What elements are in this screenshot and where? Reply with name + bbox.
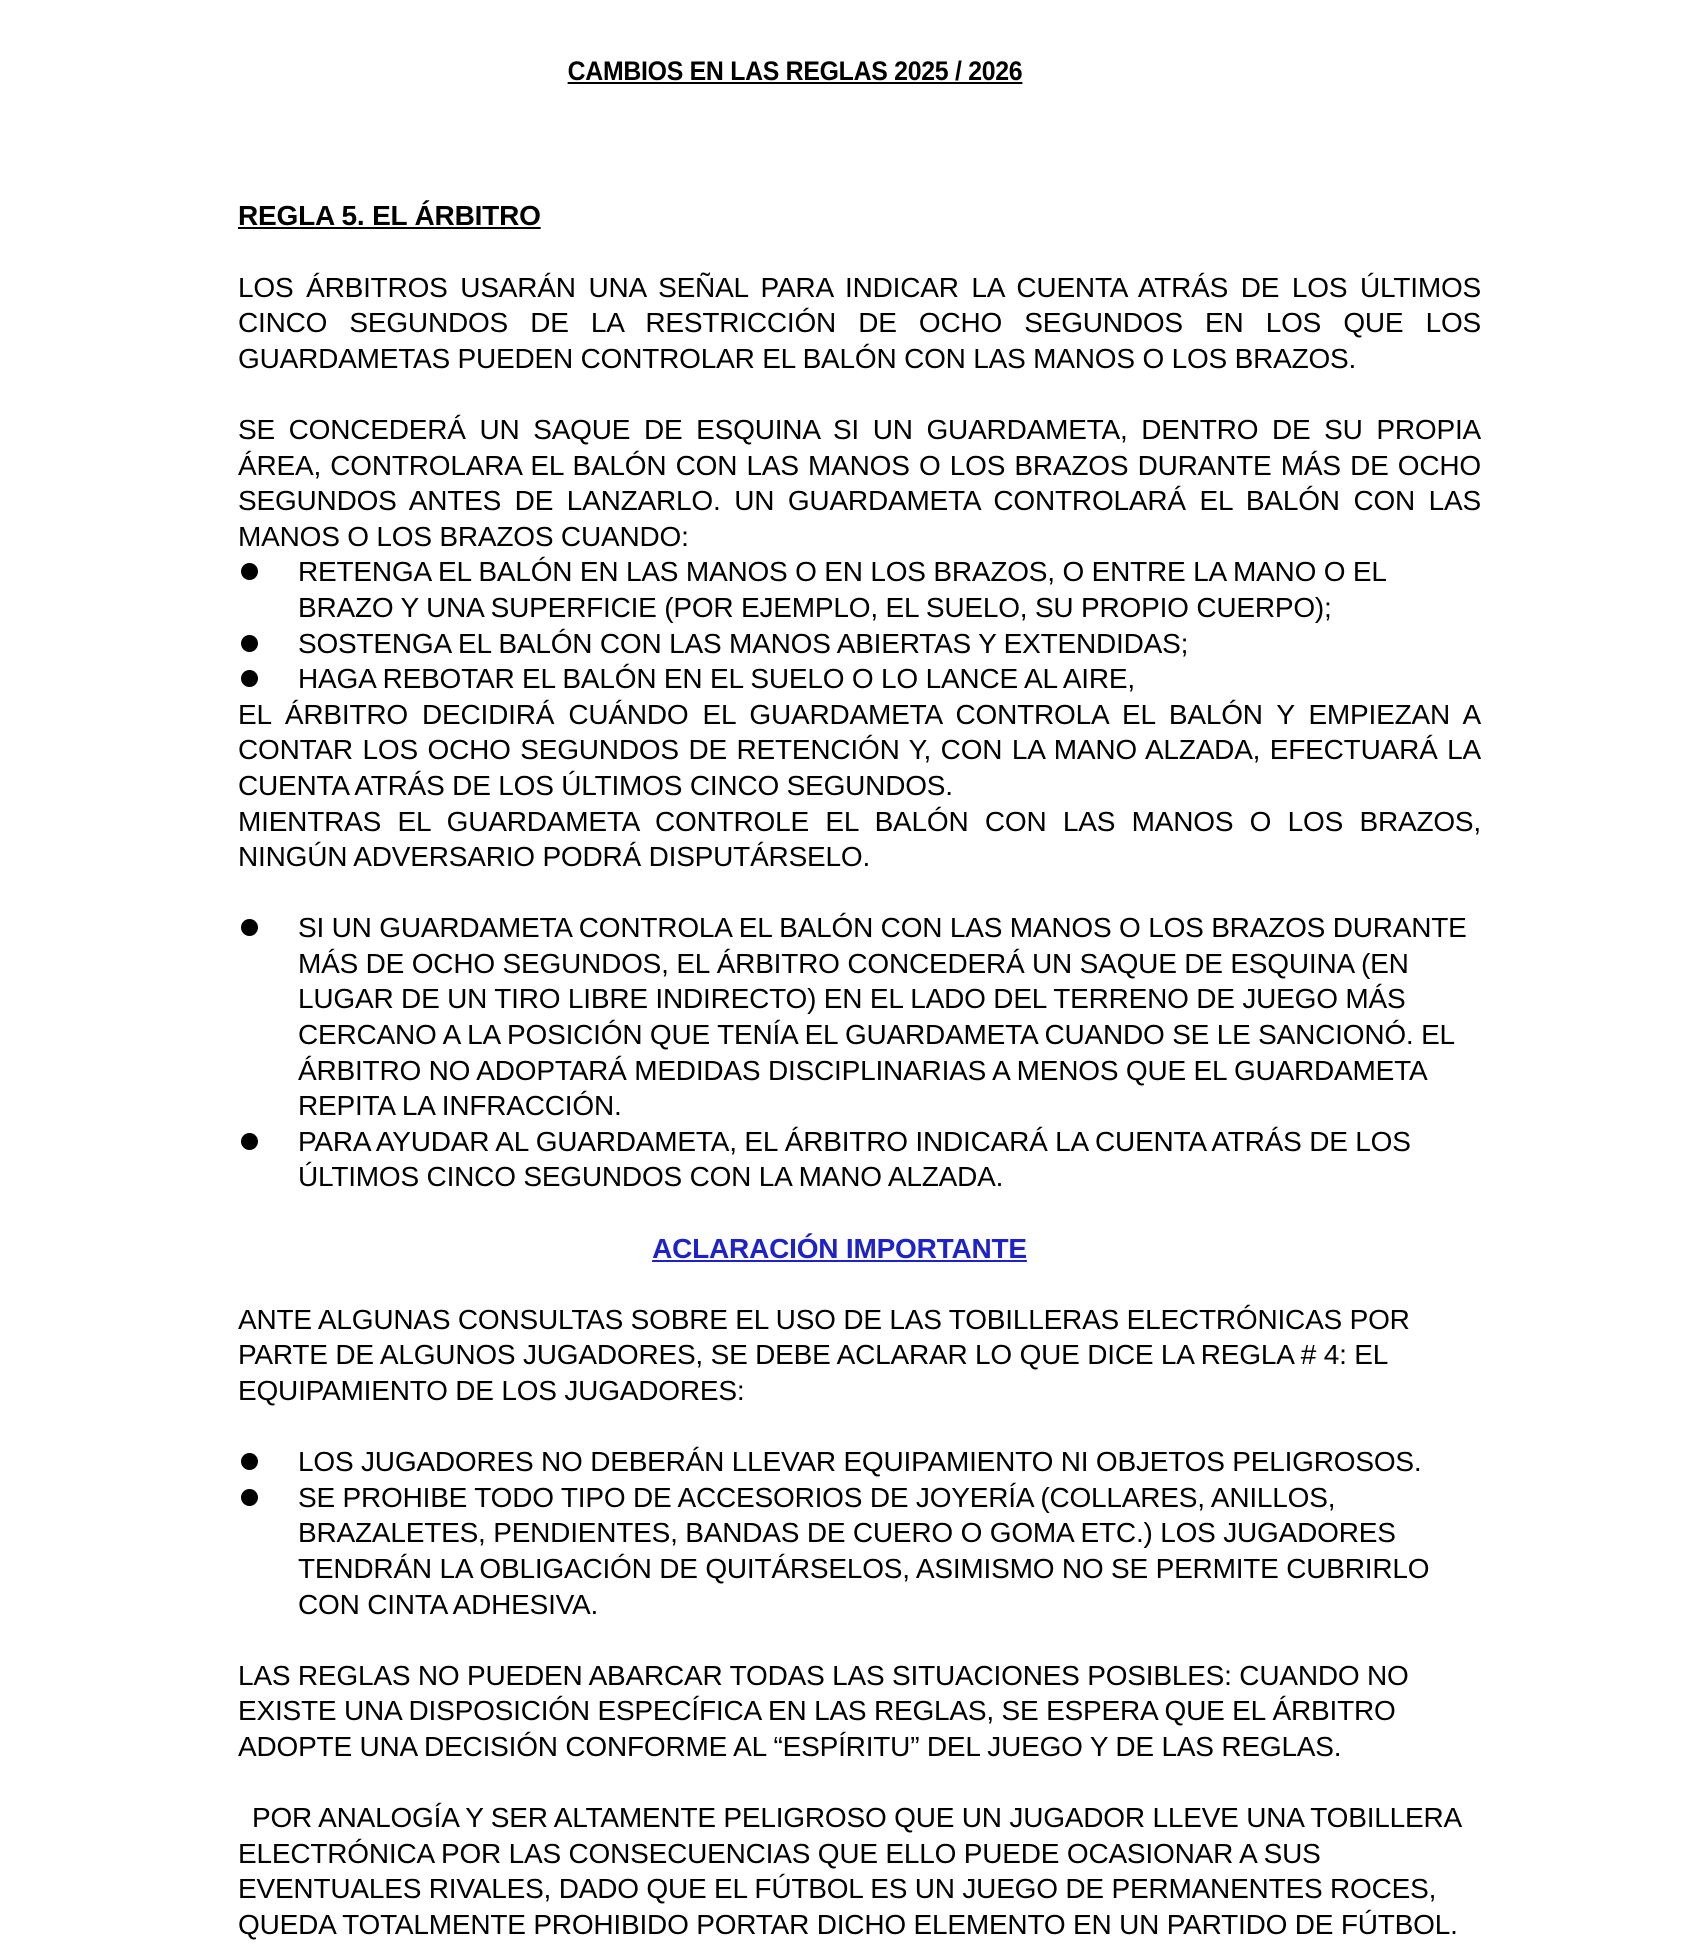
paragraph-referee-decides: EL ÁRBITRO DECIDIRÁ CUÁNDO EL GUARDAMETA CONTROLA EL BALÓN Y EMPIEZAN A CONTAR LOS OCHO SEGUNDOS DE RETENCIÓN Y, CON LA MANO ALZADA, EFECTUARÁ LA CUENTA ATRÁS DE LOS ÚLTIMOS CINCO SEGUNDOS. <box>238 698 1481 801</box>
bullet-icon <box>241 563 258 580</box>
control-bullet-list <box>238 554 1481 696</box>
document-title: CAMBIOS EN LAS REGLAS 2025 / 2026 <box>567 56 1023 86</box>
bullet-icon <box>241 919 258 936</box>
paragraph-conclusion: POR ANALOGÍA Y SER ALTAMENTE PELIGROSO QUE UN JUGADOR LLEVE UNA TOBILLERA ELECTRÓNICA POR LAS CONSECUENCIAS QUE ELLO PUEDE OCASIONAR A SUS EVENTUALES RIVALES, DADO QUE EL FÚTBOL ES UN JUEGO DE PERMANENTES ROCES, QUEDA TOTALMENTE PROHIBIDO PORTAR DICHO ELEMENTO EN UN PARTIDO DE FÚTBOL. <box>238 1802 1461 1940</box>
list-item <box>238 554 1481 625</box>
spacer <box>238 376 1481 412</box>
clarification-heading-link[interactable]: ACLARACIÓN IMPORTANTE <box>652 1232 1027 1264</box>
spacer <box>238 1622 1481 1658</box>
list-item-text: LOS JUGADORES NO DEBERÁN LLEVAR EQUIPAMIENTO NI OBJETOS PELIGROSOS. <box>298 1446 1422 1478</box>
spacer <box>238 1266 1481 1302</box>
paragraph-spirit-of-game: LAS REGLAS NO PUEDEN ABARCAR TODAS LAS SITUACIONES POSIBLES: CUANDO NO EXISTE UNA DISPOSICIÓN ESPECÍFICA EN LAS REGLAS, SE ESPERA QUE EL ÁRBITRO ADOPTE UNA DECISIÓN CONFORME AL “ESPÍRITU” DEL JUEGO Y DE LAS REGLAS. <box>238 1659 1409 1762</box>
list-item <box>238 1480 1481 1622</box>
bullet-icon <box>241 1489 258 1506</box>
list-item <box>238 910 1481 1124</box>
bullet-icon <box>241 1453 258 1470</box>
bullet-icon <box>241 635 258 652</box>
spacer <box>238 1765 1481 1801</box>
paragraph-corner-kick: SE CONCEDERÁ UN SAQUE DE ESQUINA SI UN GUARDAMETA, DENTRO DE SU PROPIA ÁREA, CONTROLARA EL BALÓN CON LAS MANOS O LOS BRAZOS DURANTE MÁS DE OCHO SEGUNDOS ANTES DE LANZARLO. UN GUARDAMETA CONTROLARÁ EL BALÓN CON LAS MANOS O LOS BRAZOS CUANDO: <box>238 413 1481 552</box>
list-item <box>238 626 1481 662</box>
spacer <box>238 875 1481 911</box>
document-body <box>238 198 1481 1943</box>
list-item-text: SI UN GUARDAMETA CONTROLA EL BALÓN CON LAS MANOS O LOS BRAZOS DURANTE MÁS DE OCHO SEGUNDOS, EL ÁRBITRO CONCEDERÁ UN SAQUE DE ESQUINA (EN LUGAR DE UN TIRO LIBRE INDIRECTO) EN EL LADO DEL TERRENO DE JUEGO MÁS CERCANO A LA POSICIÓN QUE TENÍA EL GUARDAMETA CUANDO SE LE SANCIONÓ. EL ÁRBITRO NO ADOPTARÁ MEDIDAS DISCIPLINARIAS A MENOS QUE EL GUARDAMETA REPITA LA INFRACCIÓN. <box>298 912 1467 1122</box>
equipment-bullet-list <box>238 1444 1481 1622</box>
paragraph-signal: LOS ÁRBITROS USARÁN UNA SEÑAL PARA INDICAR LA CUENTA ATRÁS DE LOS ÚLTIMOS CINCO SEGUNDOS DE LA RESTRICCIÓN DE OCHO SEGUNDOS EN LOS QUE LOS GUARDAMETAS PUEDEN CONTROLAR EL BALÓN CON LAS MANOS O LOS BRAZOS. <box>238 271 1481 374</box>
list-item-text: PARA AYUDAR AL GUARDAMETA, EL ÁRBITRO INDICARÁ LA CUENTA ATRÁS DE LOS ÚLTIMOS CINCO SEGUNDOS CON LA MANO ALZADA. <box>298 1125 1411 1193</box>
spacer <box>238 1409 1481 1445</box>
bullet-icon <box>241 1133 258 1150</box>
spacer <box>238 234 1481 270</box>
section-heading-regla-5: REGLA 5. EL ÁRBITRO <box>238 200 541 231</box>
sanction-bullet-list <box>238 910 1481 1195</box>
list-item <box>238 661 1481 697</box>
paragraph-clarification-intro: ANTE ALGUNAS CONSULTAS SOBRE EL USO DE LAS TOBILLERAS ELECTRÓNICAS POR PARTE DE ALGUNOS JUGADORES, SE DEBE ACLARAR LO QUE DICE LA REGLA # 4: EL EQUIPAMIENTO DE LOS JUGADORES: <box>238 1303 1410 1406</box>
list-item-text: SOSTENGA EL BALÓN CON LAS MANOS ABIERTAS Y EXTENDIDAS; <box>298 627 1189 659</box>
spacer <box>238 1195 1481 1231</box>
paragraph-no-challenge: MIENTRAS EL GUARDAMETA CONTROLE EL BALÓN CON LAS MANOS O LOS BRAZOS, NINGÚN ADVERSARIO PODRÁ DISPUTÁRSELO. <box>238 805 1481 873</box>
list-item-text: SE PROHIBE TODO TIPO DE ACCESORIOS DE JOYERÍA (COLLARES, ANILLOS, BRAZALETES, PENDIENTES, BANDAS DE CUERO O GOMA ETC.) LOS JUGADORES TENDRÁN LA OBLIGACIÓN DE QUITÁRSELOS, ASIMISMO NO SE PERMITE CUBRIRLO CON CINTA ADHESIVA. <box>298 1481 1430 1620</box>
list-item-text: RETENGA EL BALÓN EN LAS MANOS O EN LOS BRAZOS, O ENTRE LA MANO O EL BRAZO Y UNA SUPERFICIE (POR EJEMPLO, EL SUELO, SU PROPIO CUERPO); <box>298 556 1386 623</box>
list-item-text: HAGA REBOTAR EL BALÓN EN EL SUELO O LO LANCE AL AIRE, <box>298 663 1135 695</box>
list-item <box>238 1444 1481 1480</box>
list-item <box>238 1124 1481 1195</box>
bullet-icon <box>241 670 258 687</box>
